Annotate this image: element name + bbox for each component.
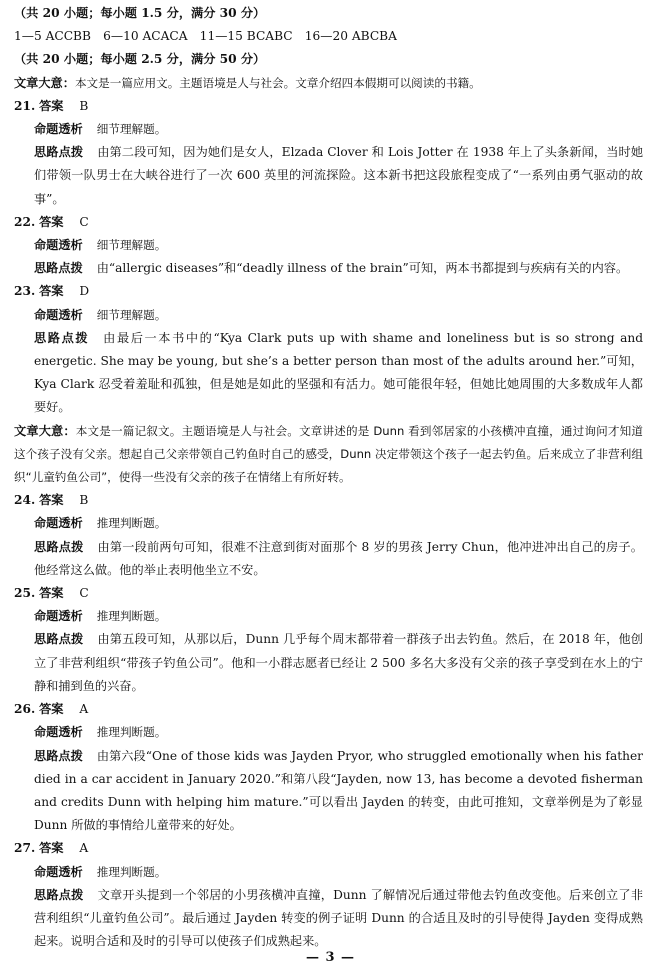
answer-value: B (79, 493, 89, 508)
question-25-hint: 思路点拨 由第五段可知，从那以后，Dunn 几乎每个周末都带着一群孩子出去钓鱼。然后，在 2018 年，他创立了非营利组织“带孩子钓鱼公司”。他和一小群志愿者已经让 2 500 多名大多没有父亲的孩子享受到在水上的宁静和捕到鱼的兴奋。 (34, 632, 643, 693)
page-number: — 3 — (305, 950, 356, 965)
intro-text: 本文是一篇记叙文。主题语境是人与社会。文章讲述的是 Dunn 看到邻居家的小孩横冲直撞，通过询问才知道这个孩子没有父亲。想起自己父亲带领自己钓鱼时自己的感受，Dunn 决定带领这个孩子一起去钓鱼。后来成立了非营利组织“儿童钓鱼公司”，使得一些没有父亲的孩子在情绪上有所好转。 (14, 423, 644, 485)
question-23-hint: 思路点拨 由最后一本书中的“Kya Clark puts up with shame and loneliness but is so strong and energetic. She may be young, but she’s a better person than most of the adults around her.”可知，Kya Clark 忍受着羞耻和孤独，但是她是如此的坚强和有活力。她可能很年轻，但她比她周围的大多数成年人都要好。 (34, 330, 643, 415)
intro-label: 文章大意： (14, 75, 75, 90)
answer-label: 答案 (39, 284, 64, 299)
answer-label: 答案 (39, 98, 64, 113)
answer-value: D (79, 284, 90, 299)
intro-passage-2 (14, 420, 643, 490)
question-27-answer: 27. 答案 A (14, 841, 89, 856)
question-25-answer: 25. 答案 C (14, 586, 89, 601)
answer-label: 答案 (39, 841, 64, 856)
answer-value: C (79, 586, 89, 601)
question-21-hint: 思路点拨 由第二段可知，因为她们是女人，Elzada Clover 和 Lois Jotter 在 1938 年上了头条新闻，当时她们带领一队男士在大峡谷进行了一次 600 英里的河流探险。这本新书把这段旅程变成了“一系列由勇气驱动的故事”。 (34, 145, 644, 206)
answer-value: B (79, 98, 89, 113)
answer-value: A (79, 841, 89, 856)
intro-label: 文章大意： (14, 423, 76, 438)
intro-text: 本文是一篇应用文。主题语境是人与社会。文章介绍四本假期可以阅读的书籍。 (74, 75, 481, 90)
section1-header: （共 20 小题；每小题 1.5 分，满分 30 分） (14, 6, 266, 20)
intro-passage-1 (14, 72, 643, 95)
answer-value: A (79, 702, 89, 717)
question-26-type: 命题透析 推理判断题。 (34, 725, 167, 740)
question-27-hint: 思路点拨 文章开头提到一个邻居的小男孩横冲直撞，Dunn 了解情况后通过带他去钓鱼改变他。后来创立了非营利组织“儿童钓鱼公司”。最后通过 Jayden 转变的例子证明 Dunn 的合适且及时的引导使得 Jayden 变得成熟起来。说明合适和及时的引导可以使孩子们成熟起来。 (34, 887, 644, 949)
question-21-type: 命题透析 细节理解题。 (34, 122, 167, 137)
question-24-hint: 思路点拨 由第一段前两句可知，很难不注意到街对面那个 8 岁的男孩 Jerry Chun，他冲进冲出自己的房子。他经常这么做。他的举止表明他坐立不安。 (34, 539, 643, 577)
question-26-hint: 思路点拨 由第六段“One of those kids was Jayden Pryor, who struggled emotionally when his father died in a car accident in January 2020.”和第八段“Jayden, now 13, has become a devoted fisherman and credits Dunn with helping him mature.”可以看出 Jayden 的转变，由此可推知，文章举例是为了彰显 Dunn 所做的事情给儿童带来的好处。 (34, 748, 643, 833)
question-26-answer: 26. 答案 A (14, 702, 89, 717)
question-22-hint: 思路点拨 由“allergic diseases”和“deadly illness of the brain”可知，两本书都提到与疾病有关的内容。 (34, 261, 629, 276)
question-25-type: 命题透析 推理判断题。 (34, 609, 167, 624)
section1-answers: 1—5 ACCBB 6—10 ACACA 11—15 BCABC 16—20 ABCBA (14, 29, 397, 44)
question-23-answer: 23. 答案 D (14, 284, 90, 299)
answer-label: 答案 (39, 493, 64, 508)
answer-value: C (79, 214, 89, 229)
question-22-answer: 22. 答案 C (14, 214, 89, 229)
question-21-answer: 21. 答案 B (14, 98, 89, 113)
question-27-type: 命题透析 推理判断题。 (34, 864, 167, 879)
section2-header: （共 20 小题；每小题 2.5 分，满分 50 分） (14, 52, 266, 67)
question-22-type: 命题透析 细节理解题。 (34, 238, 167, 253)
answer-label: 答案 (39, 702, 64, 717)
question-24-type: 命题透析 推理判断题。 (34, 516, 167, 531)
answer-label: 答案 (39, 586, 64, 601)
question-24-answer: 24. 答案 B (14, 493, 89, 508)
answer-label: 答案 (39, 214, 64, 229)
question-23-type: 命题透析 细节理解题。 (34, 307, 167, 322)
